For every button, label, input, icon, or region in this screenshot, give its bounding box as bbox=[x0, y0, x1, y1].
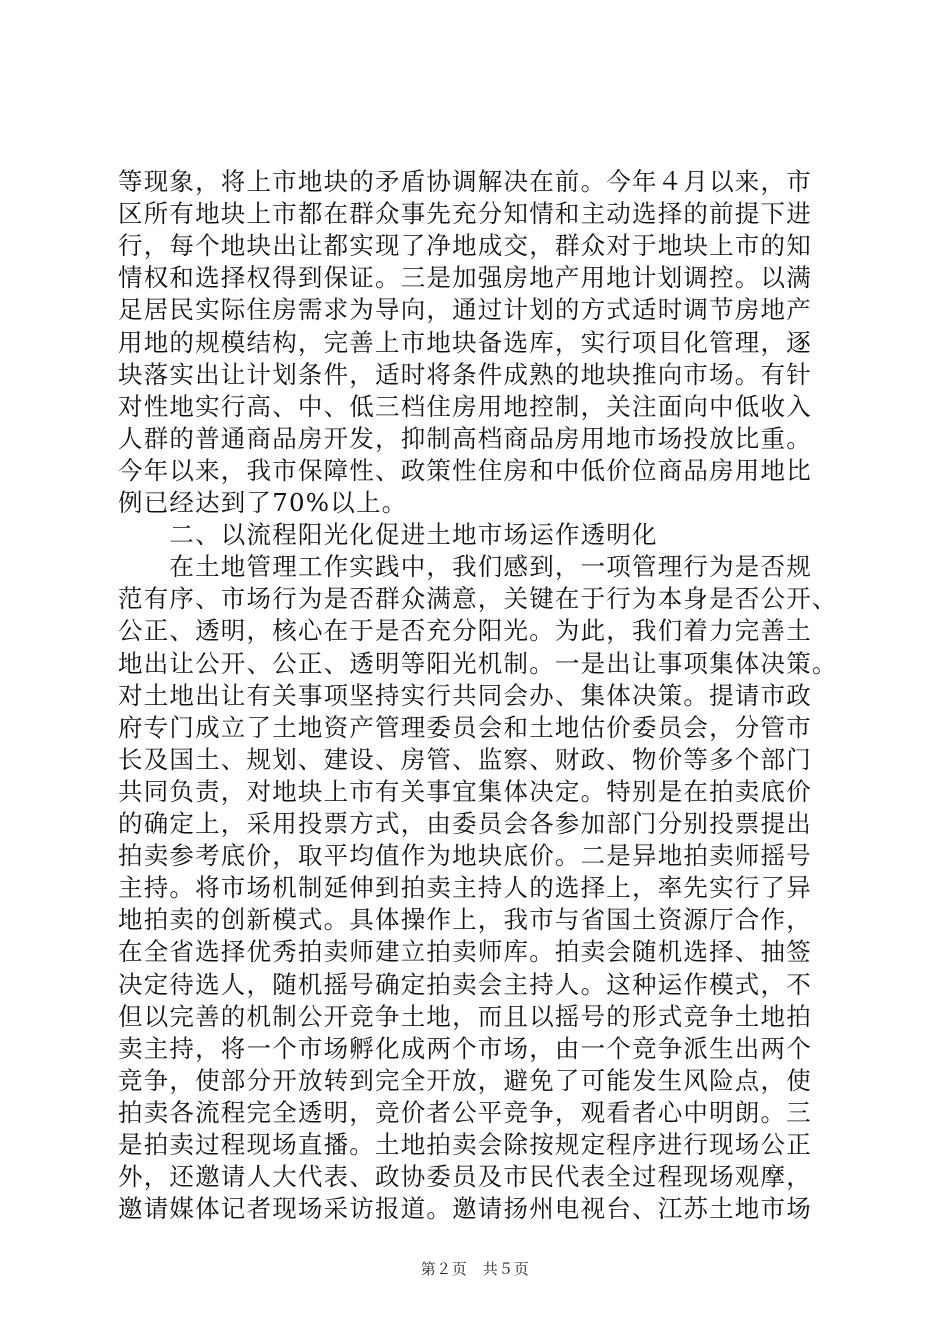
text-line: 用地的规模结构，完善上市地块备选库，实行项目化管理，逐 bbox=[118, 327, 812, 357]
text-line: 在土地管理工作实践中，我们感到，一项管理行为是否规 bbox=[118, 552, 812, 582]
text-line: 例已经达到了70%以上。 bbox=[118, 488, 408, 517]
text-line: 的确定上，采用投票方式，由委员会各参加部门分别投票提出 bbox=[118, 809, 812, 838]
text-line: 情权和选择权得到保证。三是加强房地产用地计划调控。以满 bbox=[118, 263, 812, 293]
text-line: 但以完善的机制公开竞争土地，而且以摇号的形式竞争土地拍 bbox=[118, 1001, 812, 1031]
text-line: 主持。将市场机制延伸到拍卖主持人的选择上，率先实行了异 bbox=[118, 873, 812, 903]
text-line: 对性地实行高、中、低三档住房用地控制，关注面向中低收入 bbox=[118, 391, 812, 421]
text-line: 区所有地块上市都在群众事先充分知情和主动选择的前提下进 bbox=[118, 199, 812, 229]
text-line: 行，每个地块出让都实现了净地成交，群众对于地块上市的知 bbox=[118, 231, 812, 261]
text-line: 今年以来，我市保障性、政策性住房和中低价位商品房用地比 bbox=[118, 455, 812, 485]
text-line: 二、以流程阳光化促进土地市场运作透明化 bbox=[118, 520, 658, 550]
text-line: 是拍卖过程现场直播。土地拍卖会除按规定程序进行现场公正 bbox=[118, 1130, 812, 1159]
text-line: 拍卖参考底价，取平均值作为地块底价。二是异地拍卖师摇号 bbox=[118, 841, 812, 871]
text-line: 决定待选人，随机摇号确定拍卖会主持人。这种运作模式，不 bbox=[118, 969, 812, 999]
text-line: 邀请媒体记者现场采访报道。邀请扬州电视台、江苏土地市场 bbox=[118, 1194, 812, 1224]
text-line: 外，还邀请人大代表、政协委员及市民代表全过程现场观摩， bbox=[118, 1162, 812, 1192]
text-line: 拍卖各流程完全透明，竞价者公平竞争，观看者心中明朗。三 bbox=[118, 1097, 812, 1127]
page-footer: 第２页 共５页 bbox=[420, 1260, 530, 1278]
text-line: 对土地出让有关事项坚持实行共同会办、集体决策。提请市政 bbox=[118, 680, 812, 710]
text-line: 足居民实际住房需求为导向，通过计划的方式适时调节房地产 bbox=[118, 295, 812, 325]
text-line: 竞争，使部分开放转到完全开放，避免了可能发生风险点，使 bbox=[118, 1065, 812, 1095]
text-line: 地拍卖的创新模式。具体操作上，我市与省国土资源厅合作， bbox=[118, 905, 812, 935]
text-line: 人群的普通商品房开发，抑制高档商品房用地市场投放比重。 bbox=[118, 423, 812, 453]
text-line: 范有序、市场行为是否群众满意，关键在于行为本身是否公开、 bbox=[118, 584, 838, 614]
text-line: 在全省选择优秀拍卖师建立拍卖师库。拍卖会随机选择、抽签 bbox=[118, 937, 812, 967]
text-line: 地出让公开、公正、透明等阳光机制。一是出让事项集体决策。 bbox=[118, 648, 838, 678]
text-line: 公正、透明，核心在于是否充分阳光。为此，我们着力完善土 bbox=[118, 616, 812, 646]
text-line: 府专门成立了土地资产管理委员会和土地估价委员会，分管市 bbox=[118, 712, 812, 742]
text-line: 等现象，将上市地块的矛盾协调解决在前。今年４月以来，市 bbox=[118, 167, 812, 196]
text-line: 长及国土、规划、建设、房管、监察、财政、物价等多个部门 bbox=[118, 744, 812, 774]
text-line: 共同负责，对地块上市有关事宜集体决定。特别是在拍卖底价 bbox=[118, 776, 812, 806]
text-line: 卖主持，将一个市场孵化成两个市场，由一个竞争派生出两个 bbox=[118, 1033, 812, 1063]
text-line: 块落实出让计划条件，适时将条件成熟的地块推向市场。有针 bbox=[118, 359, 812, 389]
